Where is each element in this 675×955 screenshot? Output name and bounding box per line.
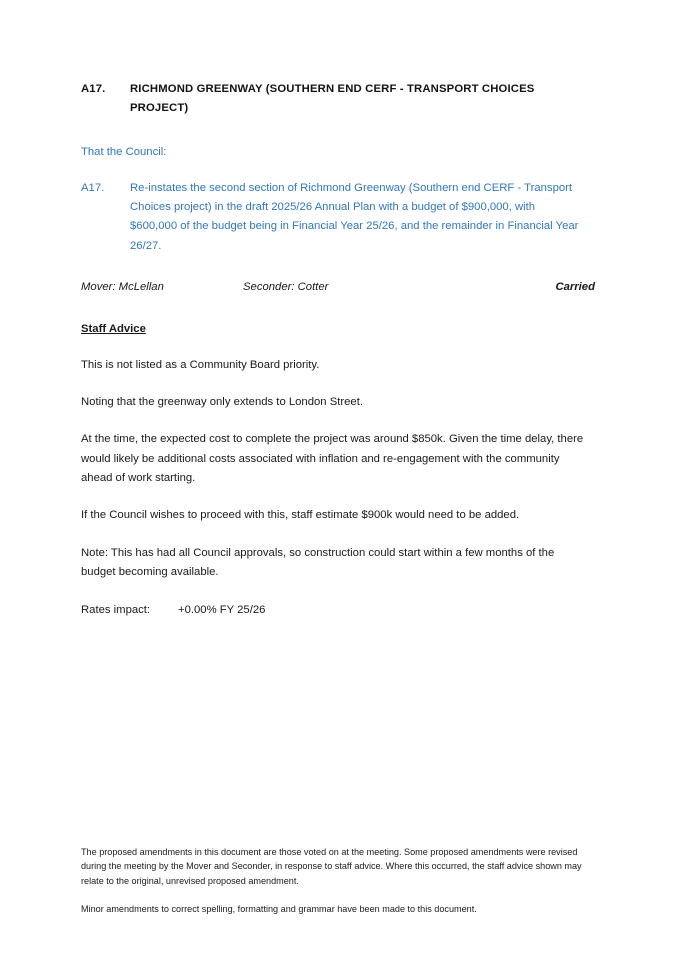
rates-impact-label: Rates impact: <box>81 604 151 617</box>
resolution-text: Re-instates the second section of Richmond Greenway (Southern end CERF - Transport Choices project) in the draft 2025/26 Annual Plan with a budget of $900,000, with $600,000 of the budget being in Financial Year 25/26, and the remainder in Financial Year 26/27. <box>130 182 579 252</box>
rates-impact-value: +0.00% FY 25/26 <box>178 604 266 617</box>
agenda-item-number: A17. <box>81 83 106 95</box>
resolution-block <box>81 179 595 256</box>
document-body <box>81 80 595 619</box>
rates-impact-row <box>81 602 595 619</box>
seconder-label: Seconder: Cotter <box>243 280 329 293</box>
staff-advice-heading: Staff Advice <box>81 322 146 335</box>
staff-advice-paragraph: Note: This has had all Council approvals, so construction could start within a few months of the budget becoming available. <box>81 546 555 578</box>
agenda-item-heading <box>81 80 595 118</box>
footer-note-minor-amendments: Minor amendments to correct spelling, formatting and grammar have been made to this document. <box>81 904 477 915</box>
footer-note-amendments: The proposed amendments in this document are those voted on at the meeting. Some proposed amendments were revised during the meeting by the Mover and Seconder, in response to staff advice. Where this occurred, the staff advice shown may relate to the original, unrevised proposed amendment. <box>81 847 582 886</box>
staff-advice-paragraph: This is not listed as a Community Board priority. <box>81 358 320 371</box>
vote-outcome: Carried <box>555 280 595 293</box>
page-footer <box>81 845 597 917</box>
staff-advice-paragraph: If the Council wishes to proceed with this, staff estimate $900k would need to be added. <box>81 509 520 522</box>
staff-advice-paragraph: At the time, the expected cost to complete the project was around $850k. Given the time delay, there would likely be additional costs associated with inflation and re-engagement with the community ahead of work starting. <box>81 433 584 484</box>
resolution-lead-in: That the Council: <box>81 146 167 158</box>
mover-label: Mover: McLellan <box>81 280 164 293</box>
resolution-number: A17. <box>81 182 105 194</box>
voting-row <box>81 279 595 296</box>
agenda-item-title: RICHMOND GREENWAY (SOUTHERN END CERF - TRANSPORT CHOICES PROJECT) <box>130 83 535 114</box>
staff-advice-paragraph: Noting that the greenway only extends to London Street. <box>81 396 363 409</box>
